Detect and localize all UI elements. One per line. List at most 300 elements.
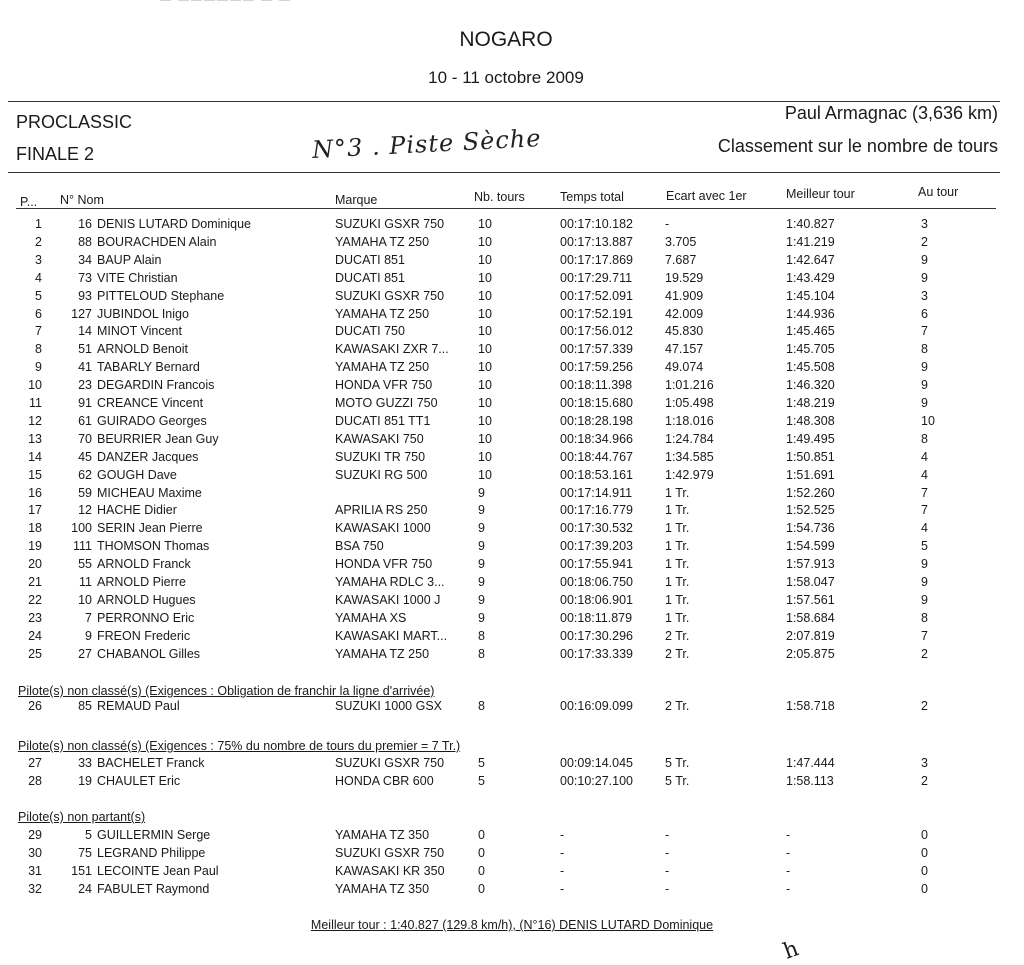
row-best-lap: 1:51.691 xyxy=(786,467,835,482)
row-total-time: 00:18:28.198 xyxy=(560,413,633,428)
row-position: 4 xyxy=(35,270,42,285)
row-number: 75 xyxy=(78,846,92,860)
table-row xyxy=(0,611,1024,629)
table-row xyxy=(0,593,1024,611)
row-gap: 45.830 xyxy=(665,324,704,339)
row-gap: 1 Tr. xyxy=(665,592,690,607)
row-rider-name: CHABANOL Gilles xyxy=(97,646,201,661)
row-rider-name: ARNOLD Franck xyxy=(97,557,191,572)
table-row xyxy=(0,271,1024,289)
row-position: 24 xyxy=(28,628,42,643)
row-total-time: 00:17:55.941 xyxy=(560,557,633,572)
row-rider-name: MINOT Vincent xyxy=(97,324,182,339)
row-best-lap: - xyxy=(786,882,791,896)
row-position: 7 xyxy=(35,324,42,339)
row-number: 62 xyxy=(78,467,92,482)
row-rider-name: DANZER Jacques xyxy=(97,449,199,464)
table-row xyxy=(0,756,1024,774)
row-marque: KAWASAKI 1000 xyxy=(335,521,431,536)
row-position: 17 xyxy=(28,503,42,518)
row-position: 3 xyxy=(35,252,42,267)
row-best-lap-number: 7 xyxy=(921,503,928,518)
row-best-lap: 1:44.936 xyxy=(786,306,835,321)
row-gap: 19.529 xyxy=(665,270,704,285)
row-gap: 1 Tr. xyxy=(665,557,690,572)
row-best-lap-number: 0 xyxy=(921,828,928,842)
row-gap: 41.909 xyxy=(665,288,704,303)
row-best-lap-number: 9 xyxy=(921,378,928,393)
row-best-lap: - xyxy=(786,828,791,842)
row-number: 73 xyxy=(78,270,92,285)
row-gap: 1:24.784 xyxy=(665,431,714,446)
row-total-time: 00:17:13.887 xyxy=(560,234,633,249)
row-rider-name: FABULET Raymond xyxy=(97,882,210,896)
row-laps: 9 xyxy=(478,503,485,518)
row-best-lap: 1:58.047 xyxy=(786,575,835,589)
row-marque: DUCATI 851 xyxy=(335,270,405,285)
col-header-meilleur: Meilleur tour xyxy=(786,187,855,201)
row-marque: YAMAHA TZ 250 xyxy=(335,306,430,321)
row-number: 51 xyxy=(78,342,92,357)
row-gap: - xyxy=(665,864,670,878)
row-gap: - xyxy=(665,217,670,231)
row-rider-name: THOMSON Thomas xyxy=(97,539,210,554)
row-marque: KAWASAKI 1000 J xyxy=(335,592,441,607)
table-row xyxy=(0,521,1024,539)
row-total-time: 00:18:44.767 xyxy=(560,449,633,464)
row-number: 27 xyxy=(78,646,92,661)
row-marque: SUZUKI RG 500 xyxy=(335,467,428,482)
row-laps: 10 xyxy=(478,360,492,375)
col-header-temps-total: Temps total xyxy=(560,190,624,204)
row-gap: 1:18.016 xyxy=(665,413,714,428)
row-gap: 5 Tr. xyxy=(665,774,690,788)
col-header-name: N° Nom xyxy=(60,193,104,207)
row-best-lap: 2:05.875 xyxy=(786,646,835,661)
table-row xyxy=(0,253,1024,271)
row-laps: 10 xyxy=(478,324,492,339)
handwritten-note: N°3 . Piste Sèche xyxy=(311,124,543,164)
row-rider-name: DEGARDIN Francois xyxy=(97,378,215,393)
row-gap: 1 Tr. xyxy=(665,485,690,500)
row-position: 12 xyxy=(28,413,42,428)
table-row xyxy=(0,396,1024,414)
row-marque: SUZUKI GSXR 750 xyxy=(335,217,445,231)
row-marque: SUZUKI GSXR 750 xyxy=(335,846,445,860)
row-number: 100 xyxy=(71,521,92,536)
row-gap: 1:05.498 xyxy=(665,396,714,410)
row-rider-name: CREANCE Vincent xyxy=(97,396,204,410)
row-best-lap-number: 4 xyxy=(921,467,928,482)
row-number: 88 xyxy=(78,234,92,249)
row-best-lap: 1:42.647 xyxy=(786,252,835,267)
row-total-time: 00:17:39.203 xyxy=(560,539,633,554)
row-marque: YAMAHA TZ 250 xyxy=(335,646,430,661)
row-laps: 10 xyxy=(478,217,492,231)
row-total-time: 00:18:53.161 xyxy=(560,467,633,482)
row-best-lap: 1:43.429 xyxy=(786,270,835,285)
row-total-time: 00:18:11.879 xyxy=(560,610,633,625)
row-marque: MOTO GUZZI 750 xyxy=(335,396,438,410)
row-best-lap: 1:58.684 xyxy=(786,610,835,625)
row-best-lap: 1:45.705 xyxy=(786,342,835,357)
row-best-lap-number: 6 xyxy=(921,306,928,321)
table-row xyxy=(0,378,1024,396)
row-position: 19 xyxy=(28,539,42,554)
row-position: 16 xyxy=(28,485,42,500)
row-laps: 9 xyxy=(478,557,485,572)
row-laps: 10 xyxy=(478,342,492,357)
table-row xyxy=(0,882,1024,900)
row-rider-name: BAUP Alain xyxy=(97,252,162,267)
category-label: PROCLASSIC xyxy=(16,112,133,132)
table-row xyxy=(0,486,1024,504)
row-laps: 0 xyxy=(478,846,485,860)
row-best-lap: 1:41.219 xyxy=(786,234,835,249)
row-number: 5 xyxy=(85,828,92,842)
row-best-lap: 1:40.827 xyxy=(786,217,835,231)
row-total-time: 00:18:11.398 xyxy=(560,378,633,393)
row-best-lap-number: 10 xyxy=(921,413,935,428)
row-total-time: - xyxy=(560,846,565,860)
row-best-lap-number: 3 xyxy=(921,756,928,770)
row-best-lap-number: 5 xyxy=(921,539,928,554)
row-best-lap-number: 0 xyxy=(921,882,928,896)
row-marque: KAWASAKI MART... xyxy=(335,628,448,643)
row-laps: 0 xyxy=(478,882,485,896)
row-marque: DUCATI 851 xyxy=(335,252,405,267)
row-best-lap: 1:58.113 xyxy=(786,774,834,788)
section-title-no-finish: Pilote(s) non classé(s) (Exigences : Obligation de franchir la ligne d'arrivée) xyxy=(18,684,435,698)
row-total-time: - xyxy=(560,882,565,896)
row-best-lap-number: 8 xyxy=(921,610,928,625)
row-laps: 9 xyxy=(478,539,485,554)
row-gap: 1 Tr. xyxy=(665,521,690,536)
row-marque: HONDA VFR 750 xyxy=(335,378,433,393)
row-total-time: 00:18:34.966 xyxy=(560,431,633,446)
row-rider-name: LEGRAND Philippe xyxy=(97,846,206,860)
row-number: 23 xyxy=(78,378,92,393)
table-row xyxy=(0,360,1024,378)
row-best-lap: 2:07.819 xyxy=(786,628,835,643)
row-laps: 8 xyxy=(478,699,485,713)
row-best-lap-number: 7 xyxy=(921,485,928,500)
row-number: 34 xyxy=(78,252,92,267)
row-position: 22 xyxy=(28,592,42,607)
row-total-time: 00:17:33.339 xyxy=(560,646,633,661)
row-total-time: 00:17:14.911 xyxy=(560,485,633,500)
row-rider-name: ARNOLD Benoit xyxy=(97,342,189,357)
row-rider-name: LECOINTE Jean Paul xyxy=(97,864,219,878)
col-header-nb-tours: Nb. tours xyxy=(474,190,525,204)
table-row xyxy=(0,450,1024,468)
row-gap: 2 Tr. xyxy=(665,699,690,713)
row-total-time: 00:17:29.711 xyxy=(560,270,633,285)
row-best-lap: 1:50.851 xyxy=(786,449,835,464)
row-number: 61 xyxy=(78,413,92,428)
row-marque: SUZUKI TR 750 xyxy=(335,449,426,464)
row-number: 59 xyxy=(78,485,92,500)
row-laps: 5 xyxy=(478,756,485,770)
row-rider-name: HACHE Didier xyxy=(97,503,177,518)
row-number: 91 xyxy=(78,396,92,410)
row-rider-name: REMAUD Paul xyxy=(97,699,180,713)
row-gap: 5 Tr. xyxy=(665,756,690,770)
row-position: 10 xyxy=(28,378,42,393)
row-marque: YAMAHA TZ 250 xyxy=(335,234,430,249)
row-best-lap: 1:57.913 xyxy=(786,557,835,572)
row-rider-name: VITE Christian xyxy=(97,270,178,285)
row-position: 18 xyxy=(28,521,42,536)
table-row xyxy=(0,289,1024,307)
row-position: 29 xyxy=(28,828,42,842)
row-position: 27 xyxy=(28,756,42,770)
row-marque: KAWASAKI KR 350 xyxy=(335,864,445,878)
row-best-lap-number: 0 xyxy=(921,864,928,878)
row-gap: 1 Tr. xyxy=(665,539,690,554)
row-gap: 3.705 xyxy=(665,234,697,249)
row-best-lap-number: 8 xyxy=(921,342,928,357)
row-best-lap: 1:54.736 xyxy=(786,521,835,536)
row-total-time: 00:17:57.339 xyxy=(560,342,633,357)
row-laps: 10 xyxy=(478,431,492,446)
row-best-lap: 1:48.308 xyxy=(786,413,835,428)
row-best-lap-number: 4 xyxy=(921,449,928,464)
table-row xyxy=(0,432,1024,450)
row-laps: 10 xyxy=(478,467,492,482)
row-position: 13 xyxy=(28,431,42,446)
row-total-time: 00:18:06.750 xyxy=(560,575,633,589)
row-laps: 10 xyxy=(478,378,492,393)
row-laps: 10 xyxy=(478,306,492,321)
row-best-lap: 1:48.219 xyxy=(786,396,835,410)
table-row xyxy=(0,414,1024,432)
col-header-pos: P... xyxy=(20,195,38,209)
ranking-note: Classement sur le nombre de tours xyxy=(717,136,998,156)
col-header-au-tour: Au tour xyxy=(918,185,959,199)
row-best-lap-number: 9 xyxy=(921,592,928,607)
row-rider-name: CHAULET Eric xyxy=(97,774,181,788)
row-best-lap-number: 3 xyxy=(921,217,928,231)
row-laps: 10 xyxy=(478,270,492,285)
row-gap: 1 Tr. xyxy=(665,503,690,518)
row-laps: 9 xyxy=(478,485,485,500)
row-best-lap: 1:54.599 xyxy=(786,539,835,554)
row-number: 55 xyxy=(78,557,92,572)
table-row xyxy=(0,575,1024,593)
row-total-time: 00:17:17.869 xyxy=(560,252,633,267)
row-rider-name: PERRONNO Eric xyxy=(97,610,195,625)
row-position: 26 xyxy=(28,699,42,713)
row-laps: 8 xyxy=(478,628,485,643)
table-row xyxy=(0,217,1024,235)
row-marque: KAWASAKI 750 xyxy=(335,431,424,446)
table-row xyxy=(0,774,1024,792)
row-number: 11 xyxy=(79,575,92,589)
row-best-lap: 1:45.465 xyxy=(786,324,835,339)
row-rider-name: GUIRADO Georges xyxy=(97,413,207,428)
row-laps: 10 xyxy=(478,234,492,249)
row-marque: HONDA VFR 750 xyxy=(335,557,433,572)
table-row xyxy=(0,539,1024,557)
row-position: 20 xyxy=(28,557,42,572)
best-lap-footer: Meilleur tour : 1:40.827 (129.8 km/h), (N°16) DENIS LUTARD Dominique xyxy=(310,918,714,932)
row-gap: 2 Tr. xyxy=(665,628,690,643)
row-position: 25 xyxy=(28,646,42,661)
row-marque: BSA 750 xyxy=(335,539,384,554)
row-gap: 1:34.585 xyxy=(665,449,714,464)
table-row xyxy=(0,647,1024,665)
table-row xyxy=(0,342,1024,360)
row-rider-name: BOURACHDEN Alain xyxy=(97,234,217,249)
row-position: 11 xyxy=(29,396,42,410)
row-number: 45 xyxy=(78,449,92,464)
row-best-lap-number: 4 xyxy=(921,521,928,536)
row-best-lap: 1:46.320 xyxy=(786,378,835,393)
row-best-lap-number: 2 xyxy=(921,234,928,249)
row-laps: 8 xyxy=(478,646,485,661)
row-best-lap-number: 9 xyxy=(921,270,928,285)
row-rider-name: ARNOLD Pierre xyxy=(97,575,186,589)
row-position: 6 xyxy=(35,306,42,321)
faint-header-marks: — —————— — — xyxy=(160,0,293,6)
row-total-time: - xyxy=(560,864,565,878)
row-best-lap-number: 7 xyxy=(921,628,928,643)
row-gap: 47.157 xyxy=(665,342,704,357)
row-position: 28 xyxy=(28,774,42,788)
table-row xyxy=(0,235,1024,253)
row-rider-name: ARNOLD Hugues xyxy=(97,592,196,607)
row-laps: 10 xyxy=(478,252,492,267)
row-gap: 7.687 xyxy=(665,252,697,267)
row-marque: KAWASAKI ZXR 7... xyxy=(335,342,449,357)
row-rider-name: SERIN Jean Pierre xyxy=(97,521,203,536)
row-best-lap-number: 9 xyxy=(921,557,928,572)
row-total-time: 00:18:15.680 xyxy=(560,396,633,410)
row-laps: 10 xyxy=(478,413,492,428)
row-best-lap-number: 9 xyxy=(921,360,928,375)
row-best-lap: 1:58.718 xyxy=(786,699,835,713)
row-total-time: 00:17:52.191 xyxy=(560,306,633,321)
row-gap: 1 Tr. xyxy=(665,610,690,625)
row-rider-name: FREON Frederic xyxy=(97,628,191,643)
row-marque: YAMAHA RDLC 3... xyxy=(335,575,445,589)
table-row xyxy=(0,468,1024,486)
row-best-lap-number: 3 xyxy=(921,288,928,303)
row-number: 12 xyxy=(78,503,92,518)
row-position: 5 xyxy=(35,288,42,303)
row-laps: 10 xyxy=(478,396,492,410)
row-best-lap-number: 0 xyxy=(921,846,928,860)
row-number: 85 xyxy=(78,699,92,713)
row-best-lap-number: 2 xyxy=(921,646,928,661)
table-row xyxy=(0,307,1024,325)
row-marque: HONDA CBR 600 xyxy=(335,774,434,788)
event-date: 10 - 11 octobre 2009 xyxy=(428,68,584,87)
row-gap: - xyxy=(665,828,670,842)
row-best-lap-number: 9 xyxy=(921,252,928,267)
top-divider xyxy=(8,101,1000,102)
row-number: 33 xyxy=(78,756,92,770)
column-divider xyxy=(16,208,996,209)
row-number: 7 xyxy=(85,610,92,625)
row-total-time: 00:17:30.296 xyxy=(560,628,633,643)
row-best-lap: 1:45.508 xyxy=(786,360,835,375)
row-laps: 10 xyxy=(478,288,492,303)
row-best-lap: 1:52.260 xyxy=(786,485,835,500)
row-number: 10 xyxy=(78,592,92,607)
row-marque: SUZUKI GSXR 750 xyxy=(335,288,445,303)
col-header-marque: Marque xyxy=(335,193,378,207)
row-number: 19 xyxy=(78,774,92,788)
row-number: 111 xyxy=(72,539,92,554)
row-best-lap: 1:45.104 xyxy=(786,288,835,303)
section-title-75-percent: Pilote(s) non classé(s) (Exigences : 75% du nombre de tours du premier = 7 Tr.) xyxy=(18,739,461,753)
row-total-time: 00:09:14.045 xyxy=(560,756,633,770)
row-laps: 0 xyxy=(478,828,485,842)
row-position: 21 xyxy=(28,575,42,589)
row-number: 16 xyxy=(78,217,92,231)
row-laps: 10 xyxy=(478,449,492,464)
row-rider-name: TABARLY Bernard xyxy=(97,360,200,375)
row-total-time: 00:17:16.779 xyxy=(560,503,633,518)
row-gap: - xyxy=(665,846,670,860)
row-number: 127 xyxy=(71,306,92,321)
row-marque: YAMAHA TZ 250 xyxy=(335,360,430,375)
row-rider-name: BACHELET Franck xyxy=(97,756,205,770)
row-total-time: 00:16:09.099 xyxy=(560,699,633,713)
row-position: 2 xyxy=(35,234,42,249)
row-rider-name: DENIS LUTARD Dominique xyxy=(97,217,251,231)
row-marque: YAMAHA TZ 350 xyxy=(335,828,430,842)
row-laps: 9 xyxy=(478,575,485,589)
row-marque: YAMAHA XS xyxy=(335,610,407,625)
row-marque: YAMAHA TZ 350 xyxy=(335,882,430,896)
row-position: 1 xyxy=(35,217,42,231)
row-total-time: - xyxy=(560,828,565,842)
table-row xyxy=(0,557,1024,575)
row-rider-name: GUILLERMIN Serge xyxy=(97,828,211,842)
row-best-lap-number: 2 xyxy=(921,774,928,788)
row-number: 14 xyxy=(78,324,92,339)
row-laps: 9 xyxy=(478,521,485,536)
row-rider-name: GOUGH Dave xyxy=(97,467,177,482)
col-header-ecart: Ecart avec 1er xyxy=(666,189,747,203)
row-best-lap-number: 7 xyxy=(921,324,928,339)
row-position: 23 xyxy=(28,610,42,625)
row-best-lap-number: 9 xyxy=(921,396,928,410)
row-gap: - xyxy=(665,882,670,896)
row-total-time: 00:17:10.182 xyxy=(560,217,633,231)
row-best-lap: 1:52.525 xyxy=(786,503,835,518)
table-row xyxy=(0,828,1024,846)
row-marque: DUCATI 750 xyxy=(335,324,405,339)
row-best-lap-number: 9 xyxy=(921,575,928,589)
row-best-lap: - xyxy=(786,864,791,878)
row-position: 31 xyxy=(28,864,42,878)
row-laps: 0 xyxy=(478,864,485,878)
row-laps: 5 xyxy=(478,774,485,788)
row-position: 32 xyxy=(28,882,42,896)
row-total-time: 00:10:27.100 xyxy=(560,774,633,788)
row-rider-name: MICHEAU Maxime xyxy=(97,485,202,500)
row-position: 30 xyxy=(28,846,42,860)
section-title-non-starters: Pilote(s) non partant(s) xyxy=(18,810,146,824)
row-marque: SUZUKI GSXR 750 xyxy=(335,756,445,770)
row-total-time: 00:17:59.256 xyxy=(560,360,633,375)
header-divider xyxy=(8,172,1000,173)
circuit-label: Paul Armagnac (3,636 km) xyxy=(784,103,998,123)
